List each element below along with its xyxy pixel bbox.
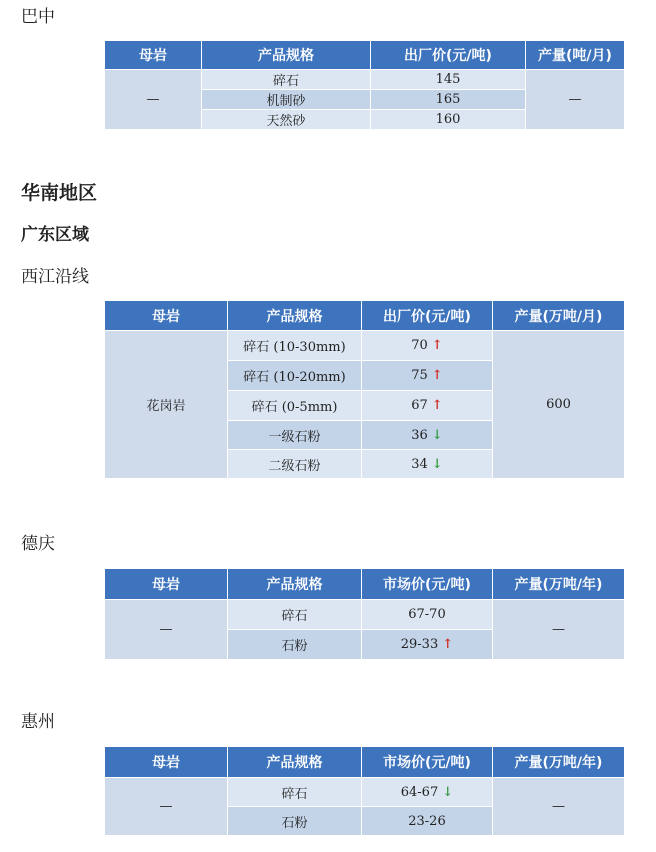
- price-value: 29-33: [400, 637, 439, 652]
- output-cell: —: [493, 600, 625, 660]
- spec-cell: 石粉: [228, 807, 362, 836]
- price-cell: [362, 331, 493, 361]
- arrow-up-icon: ↑: [442, 637, 454, 652]
- header-rock: 母岩: [105, 747, 228, 778]
- rock-cell: —: [105, 778, 228, 836]
- header-price: 市场价(元/吨): [362, 747, 493, 778]
- spec-cell: 碎石: [228, 600, 362, 630]
- price-value: 67-70: [408, 607, 446, 622]
- header-rock: 母岩: [105, 569, 228, 600]
- spec-cell: 二级石粉: [228, 450, 362, 479]
- price-cell: [362, 807, 493, 836]
- price-cell: [362, 778, 493, 807]
- price-value: 75: [411, 368, 428, 383]
- region-label-huizhou: 惠州: [21, 712, 55, 732]
- header-output: 产量(吨/月): [526, 41, 625, 70]
- spec-cell: 碎石: [202, 70, 371, 90]
- header-output: 产量(万吨/年): [493, 747, 625, 778]
- arrow-up-icon: ↑: [431, 398, 443, 413]
- output-cell: —: [526, 70, 625, 130]
- arrow-down-icon: ↓: [431, 427, 443, 443]
- rock-cell: —: [105, 600, 228, 660]
- price-cell: [362, 361, 493, 391]
- arrow-up-icon: ↑: [431, 368, 443, 383]
- price-cell: 160: [371, 110, 526, 130]
- price-value: 70: [411, 338, 428, 353]
- price-table-deqing: [104, 568, 625, 660]
- spec-cell: 石粉: [228, 630, 362, 660]
- header-spec: 产品规格: [228, 747, 362, 778]
- header-price: 市场价(元/吨): [362, 569, 493, 600]
- price-cell: [362, 630, 493, 660]
- price-table-bazhong: [104, 40, 625, 130]
- price-table-huizhou: [104, 746, 625, 836]
- header-spec: 产品规格: [228, 569, 362, 600]
- spec-cell: 天然砂: [202, 110, 371, 130]
- price-value: 23-26: [408, 813, 446, 829]
- spec-cell: 碎石 (10-20mm): [228, 361, 362, 391]
- arrow-up-icon: ↑: [431, 338, 443, 353]
- region-label-bazhong: 巴中: [21, 7, 55, 27]
- rock-cell: —: [105, 70, 202, 130]
- arrow-down-icon: ↓: [442, 784, 454, 800]
- header-output: 产量(万吨/月): [493, 301, 625, 331]
- price-value: 67: [411, 398, 428, 413]
- price-cell: 145: [371, 70, 526, 90]
- price-cell: [362, 450, 493, 479]
- output-cell: 600: [493, 331, 625, 479]
- spec-cell: 一级石粉: [228, 421, 362, 450]
- price-cell: [362, 421, 493, 450]
- rock-cell: 花岗岩: [105, 331, 228, 479]
- spec-cell: 碎石: [228, 778, 362, 807]
- area-heading-guangdong: 广东区域: [21, 225, 89, 245]
- header-rock: 母岩: [105, 301, 228, 331]
- header-output: 产量(万吨/年): [493, 569, 625, 600]
- header-rock: 母岩: [105, 41, 202, 70]
- price-value: 34: [411, 456, 428, 472]
- output-cell: —: [493, 778, 625, 836]
- spec-cell: 碎石 (10-30mm): [228, 331, 362, 361]
- arrow-down-icon: ↓: [431, 456, 443, 472]
- header-price: 出厂价(元/吨): [362, 301, 493, 331]
- price-value: 36: [411, 427, 428, 443]
- price-cell: [362, 391, 493, 421]
- price-cell: [362, 600, 493, 630]
- spec-cell: 碎石 (0-5mm): [228, 391, 362, 421]
- price-value: 64-67: [400, 784, 439, 800]
- region-heading-huanan: 华南地区: [21, 182, 98, 204]
- header-spec: 产品规格: [228, 301, 362, 331]
- region-label-xijiang: 西江沿线: [21, 267, 89, 287]
- header-price: 出厂价(元/吨): [371, 41, 526, 70]
- spec-cell: 机制砂: [202, 90, 371, 110]
- region-label-deqing: 德庆: [21, 534, 55, 554]
- header-spec: 产品规格: [202, 41, 371, 70]
- price-cell: 165: [371, 90, 526, 110]
- price-table-xijiang: [104, 300, 625, 479]
